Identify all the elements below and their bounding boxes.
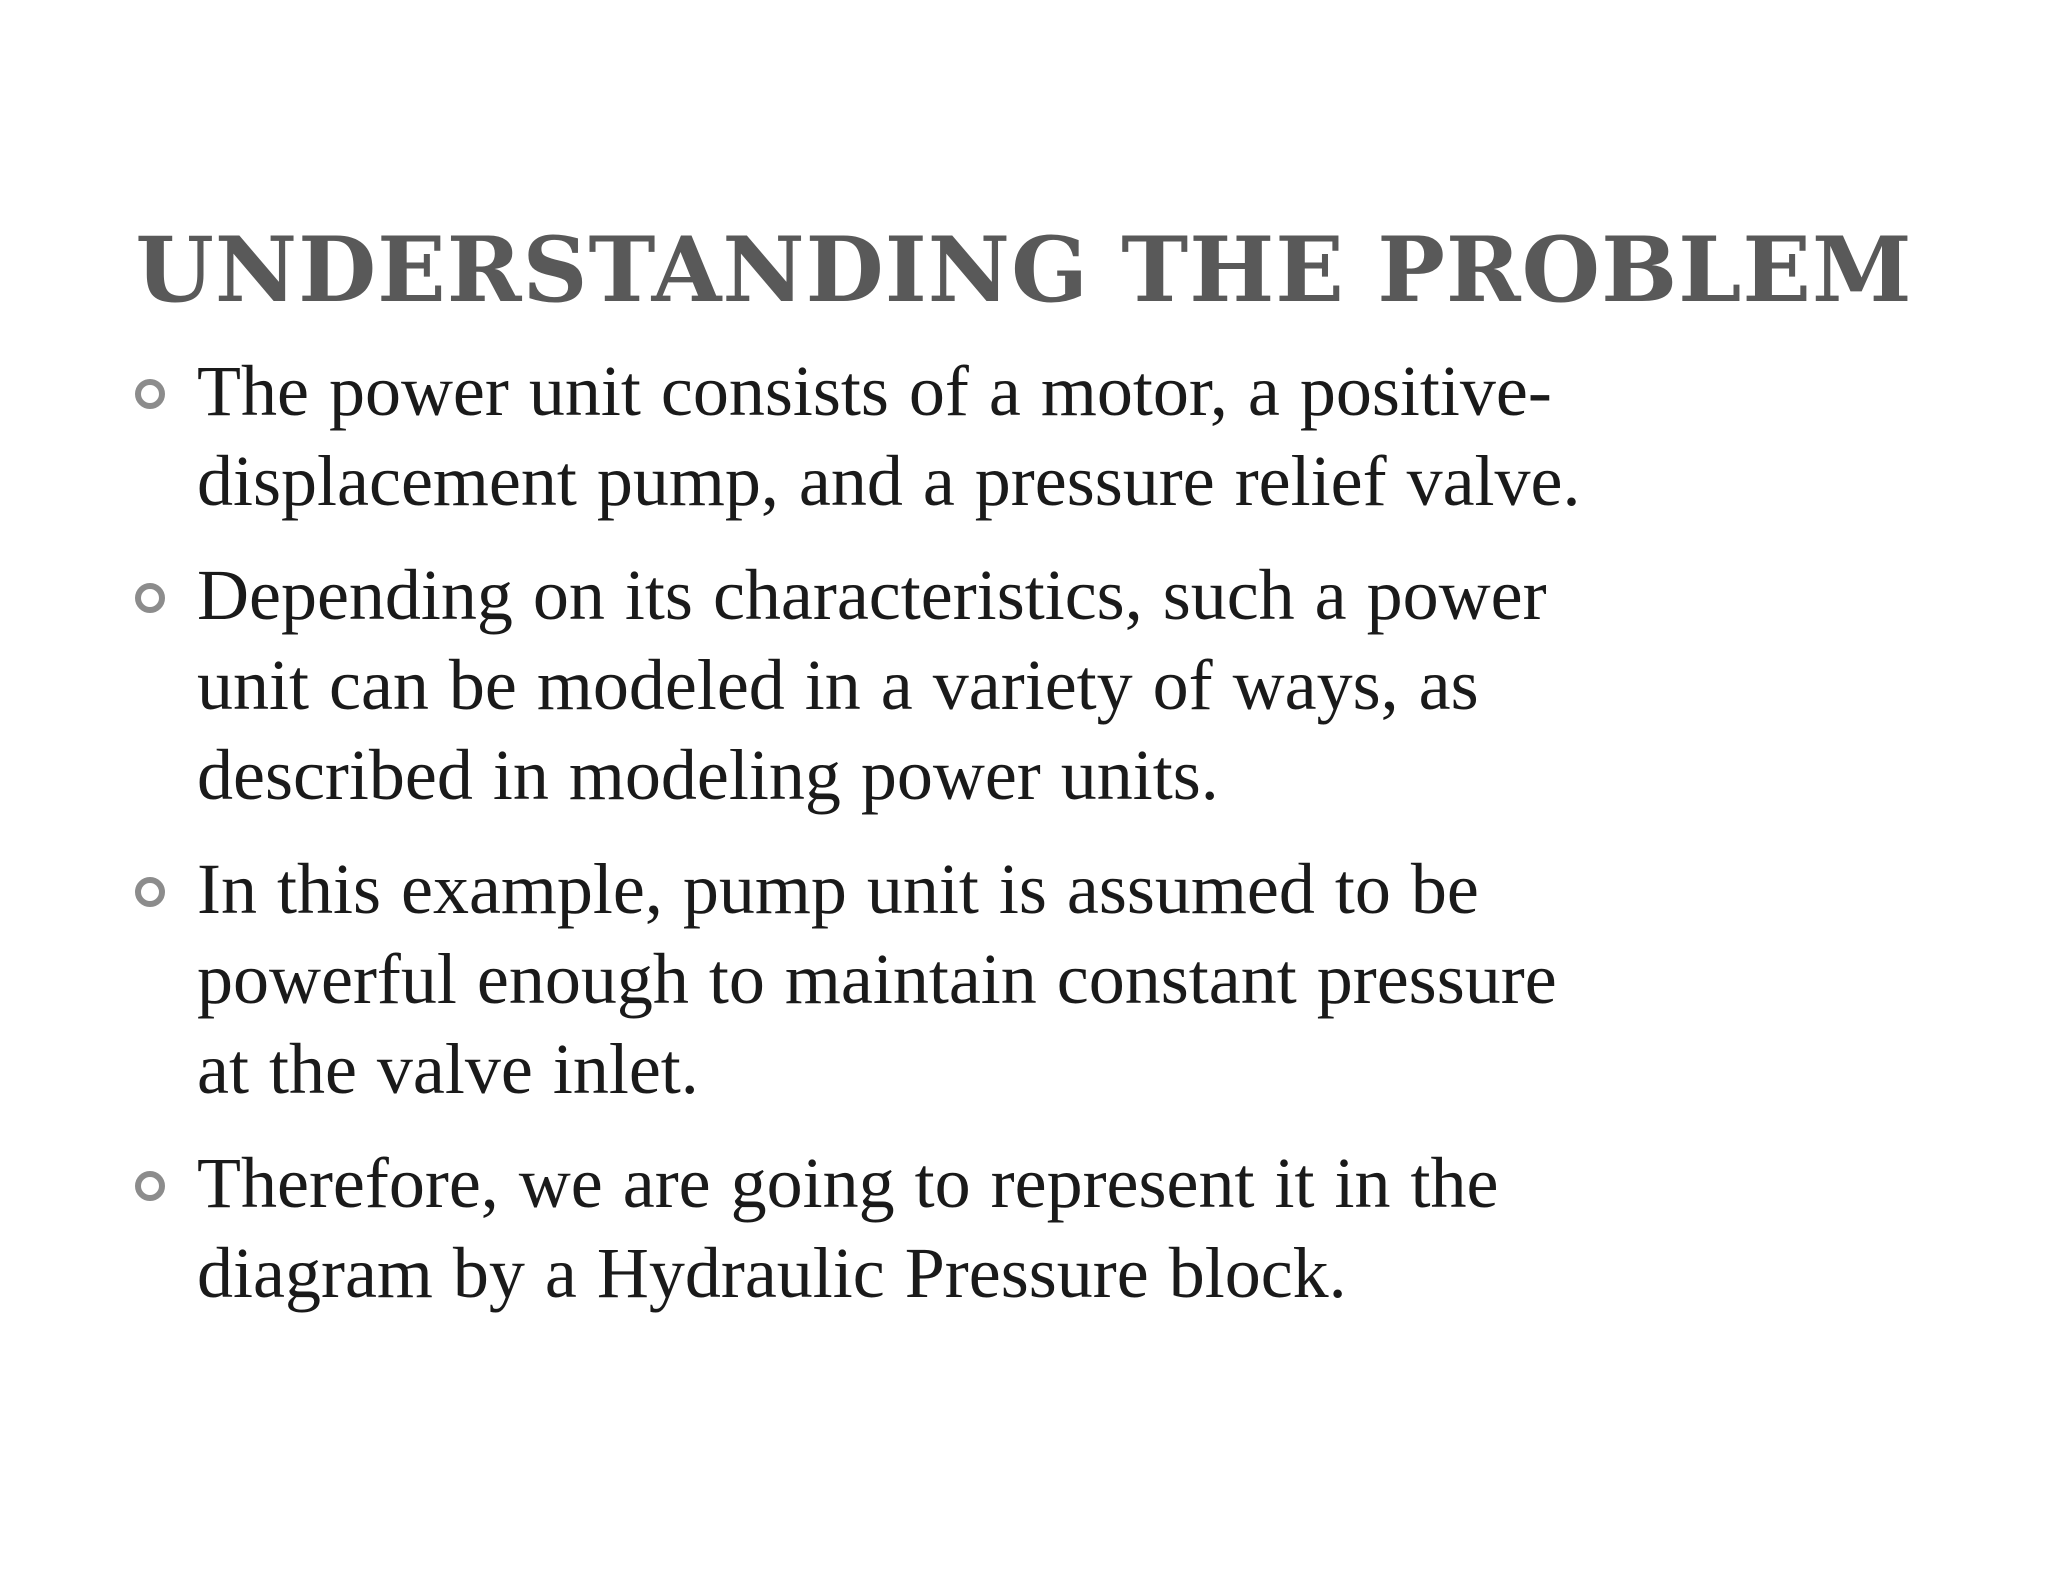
hollow-circle-icon: [135, 1171, 165, 1201]
bullet-text: Therefore, we are going to represent it in the diagram by a Hydraulic Pressure block.: [197, 1143, 1499, 1313]
bullet-text: The power unit consists of a motor, a positive- displacement pump, and a pressure relief valve.: [197, 351, 1581, 521]
bullet-item: [0, 550, 2048, 820]
bullet-item: [0, 346, 2048, 526]
hollow-circle-icon: [135, 877, 165, 907]
slide-title: UNDERSTANDING THE PROBLEM: [135, 217, 1913, 324]
bullet-item: [0, 844, 2048, 1114]
hollow-circle-icon: [135, 583, 165, 613]
bullet-list: [0, 346, 2048, 1342]
bullet-item: [0, 1138, 2048, 1318]
bullet-text: Depending on its characteristics, such a power unit can be modeled in a variety of ways, as described in modeling power units.: [197, 555, 1547, 815]
bullet-text: In this example, pump unit is assumed to be powerful enough to maintain constant pressure at the valve inlet.: [197, 849, 1557, 1109]
hollow-circle-icon: [135, 379, 165, 409]
